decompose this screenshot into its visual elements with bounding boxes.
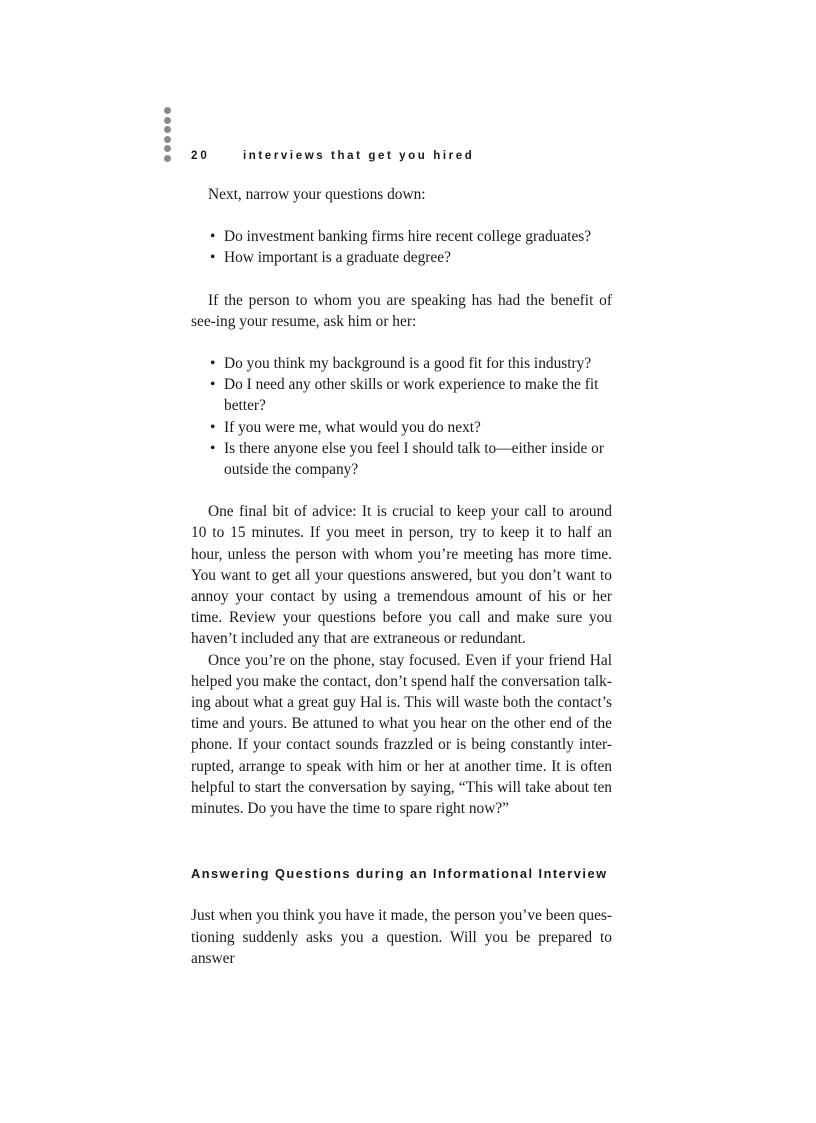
list-item: • If you were me, what would you do next?	[191, 417, 612, 438]
running-head	[191, 150, 474, 162]
page-body	[191, 184, 612, 969]
dot-ornament	[164, 145, 171, 152]
narrow-question-list	[191, 226, 612, 268]
running-title: interviews that get you hired	[243, 150, 475, 162]
list-item: • Do investment banking firms hire recent college graduates?	[191, 226, 612, 247]
section-heading: Answering Questions during an Informational Interview	[191, 866, 608, 882]
dot-ornament	[164, 126, 171, 133]
dot-ornament	[164, 107, 171, 114]
list-item: • Do I need any other skills or work experience to make the fit better?	[191, 374, 612, 416]
section-paragraph: Just when you think you have it made, the person you’ve been ques-tioning suddenly asks you a question. Will you be prepared to answer	[191, 907, 613, 967]
margin-dots-ornament	[164, 107, 174, 164]
list-item: • Is there anyone else you feel I should talk to—either inside or outside the company?	[191, 438, 612, 480]
narrow-intro-paragraph: Next, narrow your questions down:	[208, 186, 426, 203]
dot-ornament	[164, 117, 171, 124]
list-item: • How important is a graduate degree?	[191, 247, 612, 268]
page-number: 20	[191, 150, 210, 162]
dot-ornament	[164, 155, 171, 162]
resume-question-list	[191, 353, 612, 480]
advice-paragraph: One final bit of advice: It is crucial to keep your call to around 10 to 15 minutes. If you meet in person, try to keep it to half an hour, unless the person with whom you’re meeting has more time. You want to get all your questions answered, but you don’t want to annoy your contact by using a tremendous amount of his or her time. Review your questions before you call and make sure you haven’t included any that are extraneous or redundant.	[191, 503, 612, 648]
phone-paragraph: Once you’re on the phone, stay focused. Even if your friend Hal helped you make the contact, don’t spend half the conversation talk-ing about what a great guy Hal is. This will waste both the contact’s time and yours. Be attuned to what you hear on the other end of the phone. If your contact sounds frazzled or is being constantly inter-rupted, arrange to speak with him or her at another time. It is often helpful to start the conversation by saying, “This will take about ten minutes. Do you have the time to spare right now?”	[191, 651, 612, 818]
list-item: • Do you think my background is a good fit for this industry?	[191, 353, 612, 374]
dot-ornament	[164, 136, 171, 143]
resume-paragraph: If the person to whom you are speaking has had the benefit of see-ing your resume, ask him or her:	[191, 291, 612, 330]
